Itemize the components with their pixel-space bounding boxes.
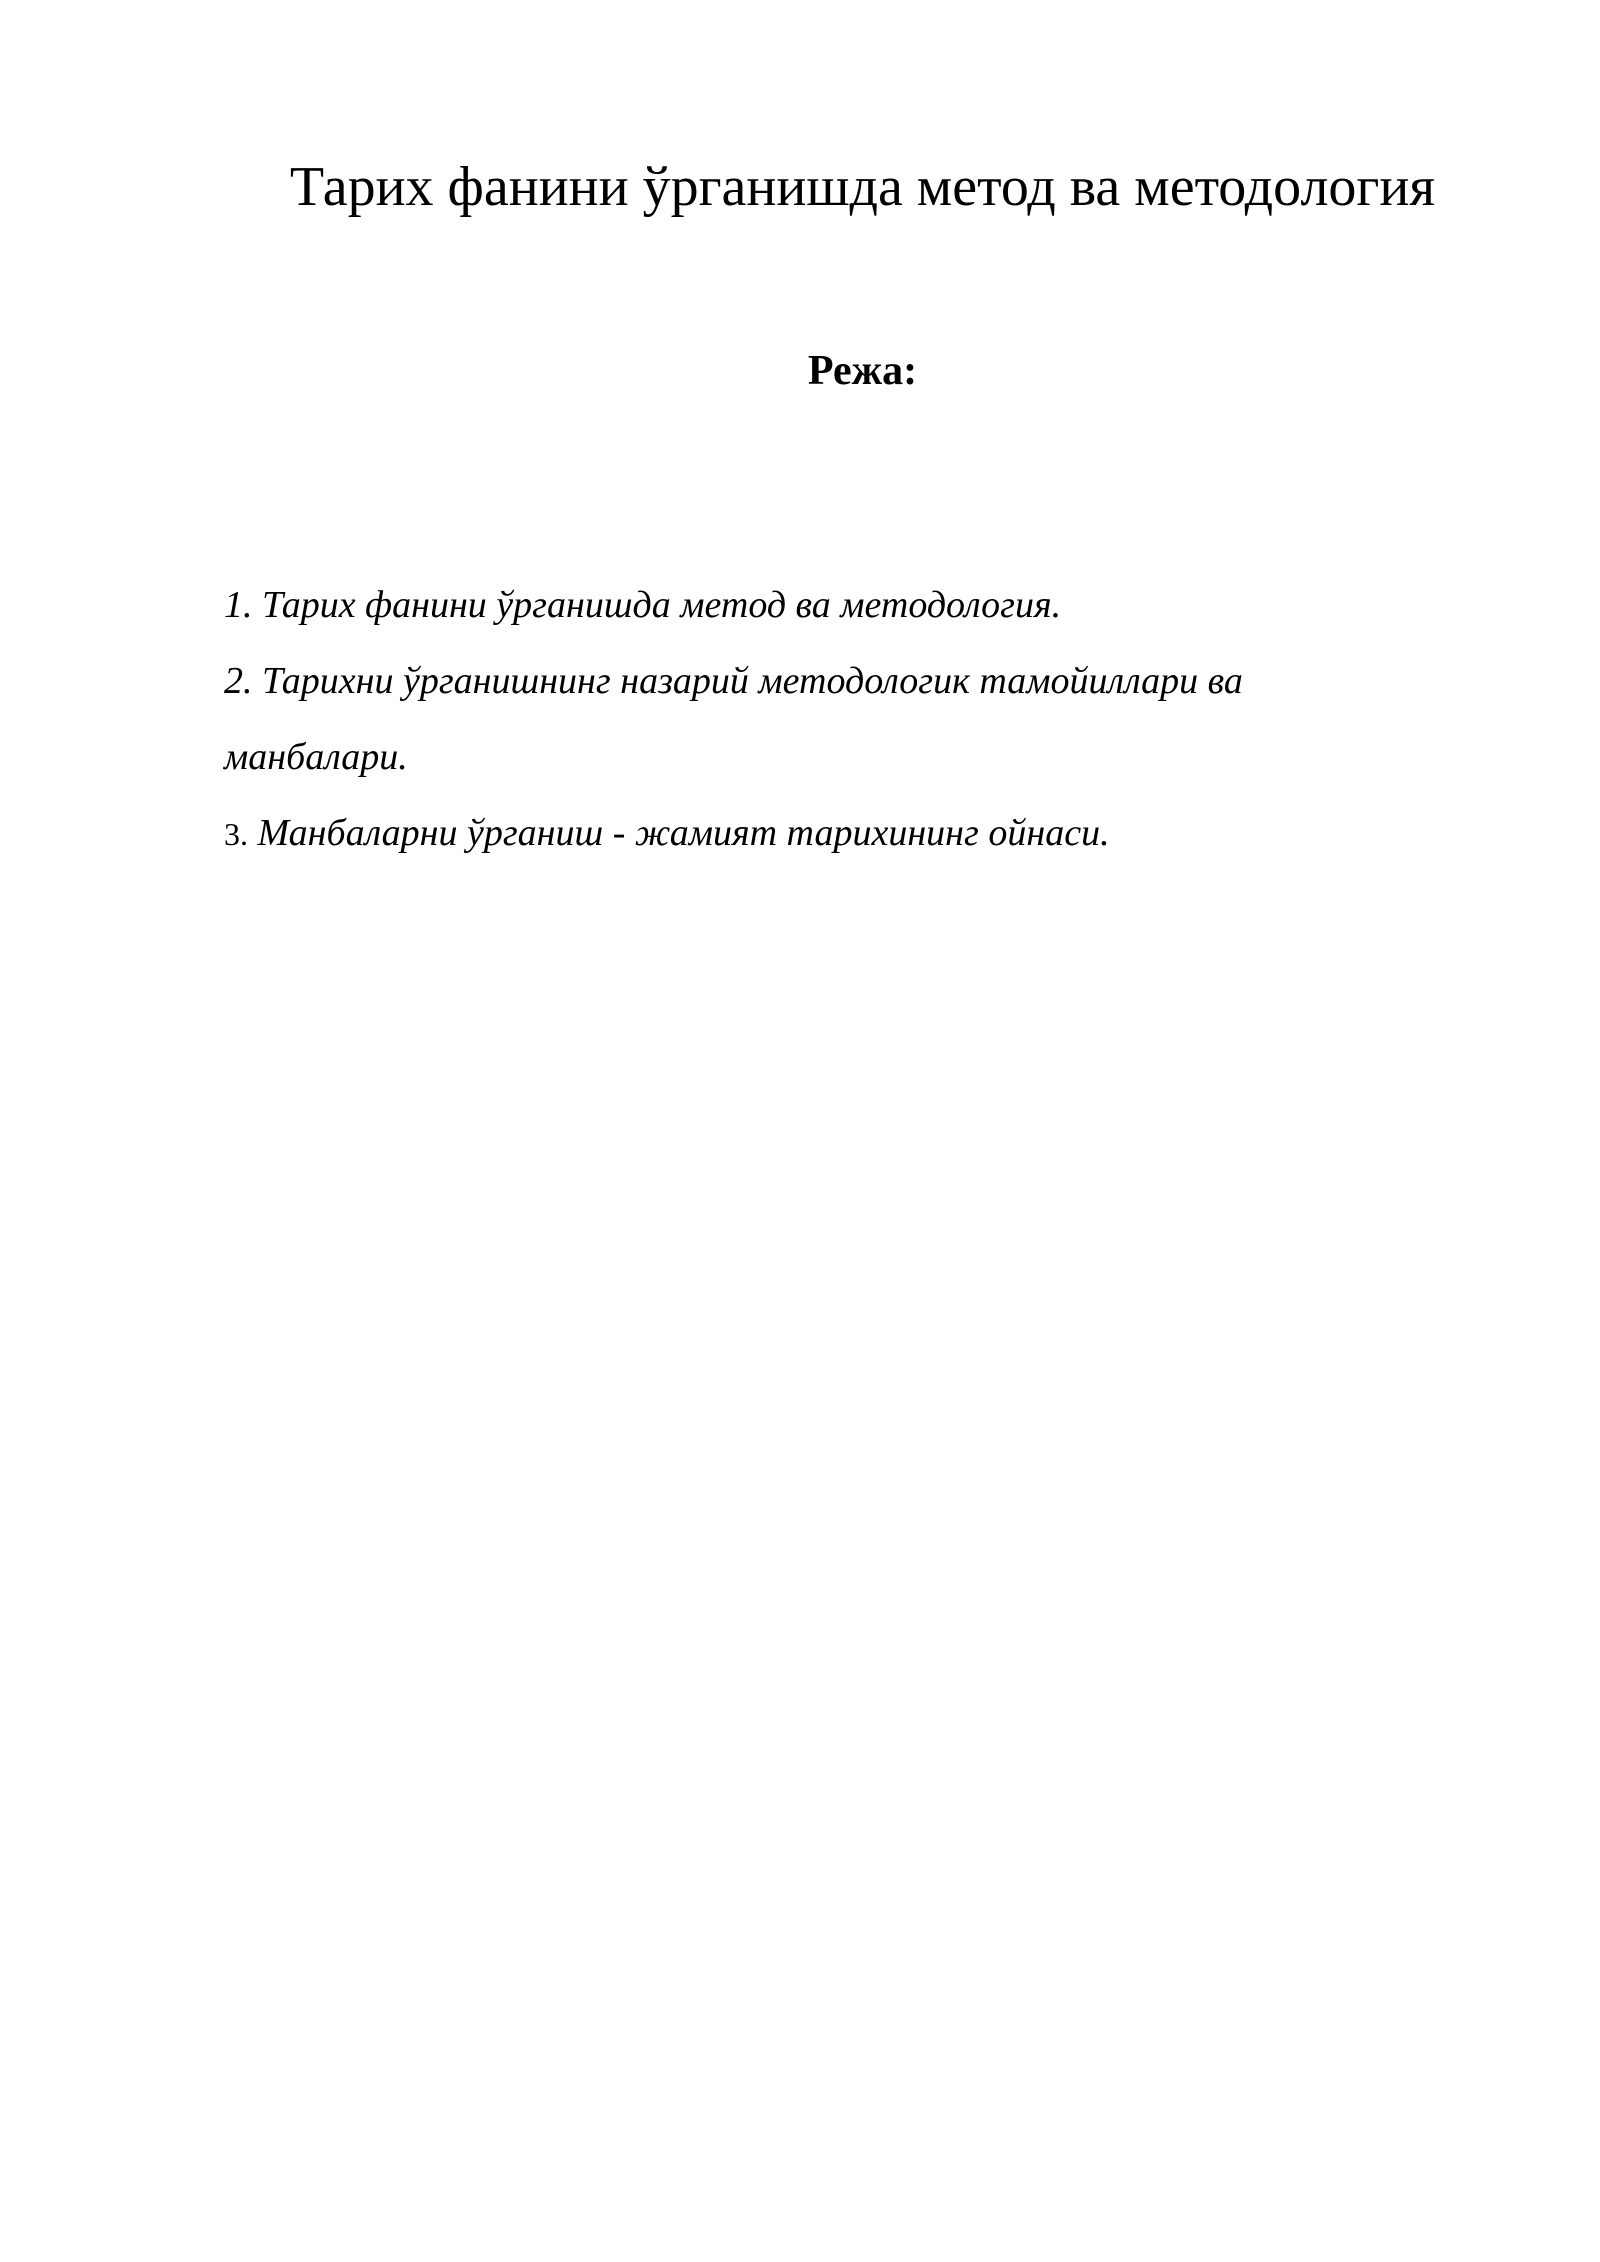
document-title: Тарих фанини ўрганишда метод ва методология: [289, 156, 1436, 218]
plan-item-text: Манбаларни ўрганиш - жамият тарихининг ойнаси.: [257, 812, 1110, 854]
plan-item-2: [224, 643, 1424, 719]
plan-heading: Режа:: [807, 348, 918, 394]
plan-item-number: 2.: [224, 660, 253, 702]
plan-item-number: 1.: [224, 584, 253, 626]
plan-item-2-continuation: [224, 719, 1424, 795]
plan-item-3: [224, 795, 1424, 872]
plan-item-text: Тарихни ўрганишнинг назарий методологик тамойиллари ва: [262, 660, 1243, 702]
plan-list: [224, 567, 1424, 872]
plan-item-1: [224, 567, 1424, 643]
plan-item-text: манбалари.: [224, 736, 408, 778]
plan-item-number: 3.: [224, 816, 248, 852]
plan-item-text: Тарих фанини ўрганишда метод ва методология.: [262, 584, 1062, 626]
